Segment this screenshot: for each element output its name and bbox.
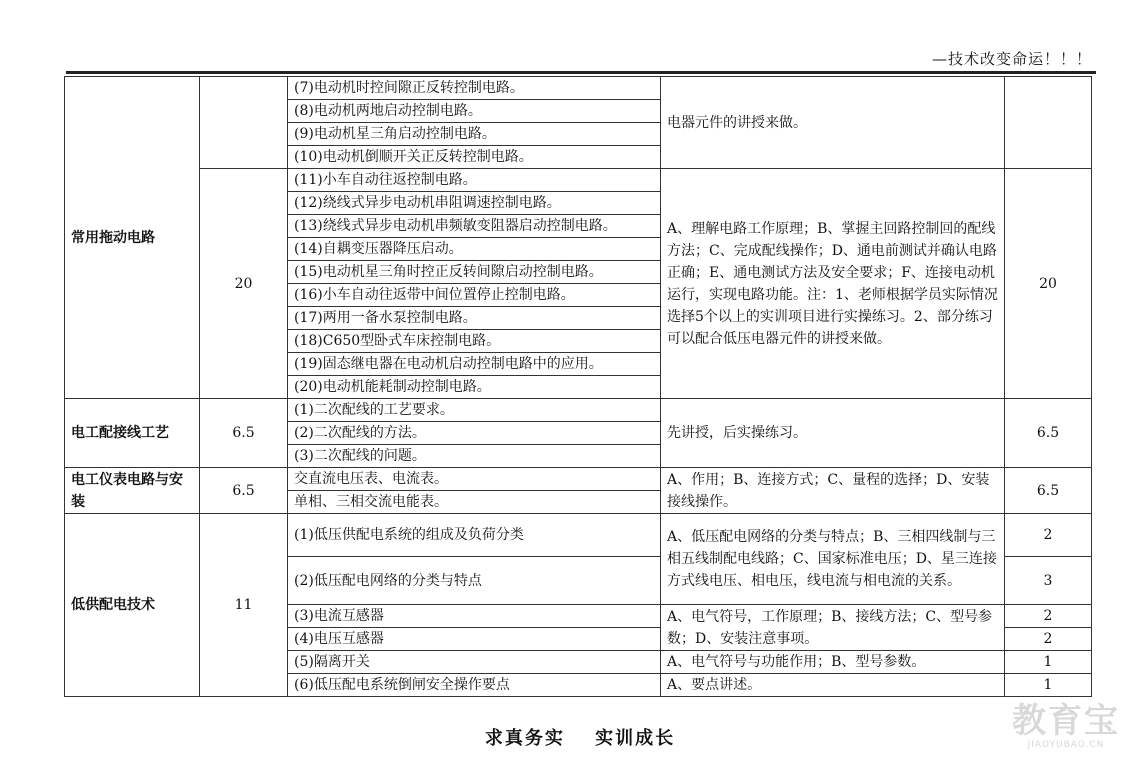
item-cell: (19)固态继电器在电动机启动控制电路中的应用。 — [288, 353, 661, 376]
table-row — [65, 77, 1092, 100]
watermark-logo: 教育宝 — [1012, 701, 1120, 741]
module-name: 常用拖动电路 — [65, 77, 200, 399]
item-cell: (6)低压配电系统倒闸安全操作要点 — [288, 674, 661, 697]
header-rule — [66, 71, 1096, 74]
hours-cell: 11 — [200, 514, 288, 697]
module-name: 低供配电技术 — [65, 514, 200, 697]
header-slogan: —技术改变命运！！！ — [931, 50, 1092, 68]
item-cell: (18)C650型卧式车床控制电路。 — [288, 330, 661, 353]
hours2-cell: 2 — [1005, 628, 1092, 651]
hours2-cell: 3 — [1005, 557, 1092, 605]
hours-cell: 6.5 — [200, 468, 288, 514]
item-cell: (10)电动机倒顺开关正反转控制电路。 — [288, 146, 661, 169]
item-cell: (2)二次配线的方法。 — [288, 422, 661, 445]
item-cell: (3)电流互感器 — [288, 605, 661, 628]
table-row — [65, 468, 1092, 491]
item-cell: (7)电动机时控间隙正反转控制电路。 — [288, 77, 661, 100]
watermark — [1012, 702, 1120, 750]
module-name: 电工配接线工艺 — [65, 399, 200, 468]
requirement-cell: A、低压配电网络的分类与特点；B、三相四线制与三相五线制配电线路；C、国家标准电压；D、星三连接方式线电压、相电压，线电流与相电流的关系。 — [661, 514, 1005, 605]
item-cell: (8)电动机两地启动控制电路。 — [288, 100, 661, 123]
watermark-url: JIAOYUBAO.CN — [1027, 740, 1105, 750]
hours-cell: 20 — [200, 169, 288, 399]
hours2-cell: 6.5 — [1005, 399, 1092, 468]
item-cell: (2)低压配电网络的分类与特点 — [288, 557, 661, 605]
table-row — [65, 399, 1092, 422]
hours2-cell: 1 — [1005, 674, 1092, 697]
hours2-cell: 1 — [1005, 651, 1092, 674]
item-cell: (11)小车自动往返控制电路。 — [288, 169, 661, 192]
hours2-cell: 6.5 — [1005, 468, 1092, 514]
table-row — [65, 169, 1092, 192]
module-name: 电工仪表电路与安装 — [65, 468, 200, 514]
requirement-cell: A、电气符号，工作原理；B、接线方法；C、型号参数；D、安装注意事项。 — [661, 605, 1005, 651]
requirement-cell: A、要点讲述。 — [661, 674, 1005, 697]
item-cell: (1)二次配线的工艺要求。 — [288, 399, 661, 422]
item-cell: 交直流电压表、电流表。 — [288, 468, 661, 491]
item-cell: 单相、三相交流电能表。 — [288, 491, 661, 514]
requirement-cell: 电器元件的讲授来做。 — [661, 77, 1005, 169]
item-cell: (9)电动机星三角启动控制电路。 — [288, 123, 661, 146]
item-cell: (4)电压互感器 — [288, 628, 661, 651]
item-cell: (20)电动机能耗制动控制电路。 — [288, 376, 661, 399]
requirement-cell: A、理解电路工作原理；B、掌握主回路控制回的配线方法；C、完成配线操作；D、通电前测试并确认电路正确；E、通电测试方法及安全要求；F、连接电动机运行，实现电路功能。注：1、老师根据学员实际情况选择5个以上的实训项目进行实操练习。2、部分练习可以配合低压电器元件的讲授来做。 — [661, 169, 1005, 399]
item-cell: (12)绕线式异步电动机串阻调速控制电路。 — [288, 192, 661, 215]
hours-cell: 6.5 — [200, 399, 288, 468]
hours2-cell: 2 — [1005, 514, 1092, 557]
footer-motto: 求真务实 实训成长 — [484, 728, 676, 749]
hours2-cell: 2 — [1005, 605, 1092, 628]
hours2-cell: 20 — [1005, 169, 1092, 399]
item-cell: (15)电动机星三角时控正反转间隙启动控制电路。 — [288, 261, 661, 284]
curriculum-table — [64, 76, 1092, 697]
item-cell: (14)自耦变压器降压启动。 — [288, 238, 661, 261]
item-cell: (17)两用一备水泵控制电路。 — [288, 307, 661, 330]
requirement-cell: A、电气符号与功能作用；B、型号参数。 — [661, 651, 1005, 674]
item-cell: (3)二次配线的问题。 — [288, 445, 661, 468]
item-cell: (1)低压供配电系统的组成及负荷分类 — [288, 514, 661, 557]
requirement-cell: 先讲授，后实操练习。 — [661, 399, 1005, 468]
table-row — [65, 514, 1092, 557]
item-cell: (16)小车自动往返带中间位置停止控制电路。 — [288, 284, 661, 307]
requirement-cell: A、作用；B、连接方式；C、量程的选择；D、安装接线操作。 — [661, 468, 1005, 514]
hours2-cell-empty — [1005, 77, 1092, 169]
item-cell: (5)隔离开关 — [288, 651, 661, 674]
item-cell: (13)绕线式异步电动机串频敏变阻器启动控制电路。 — [288, 215, 661, 238]
hours-cell-empty — [200, 77, 288, 169]
